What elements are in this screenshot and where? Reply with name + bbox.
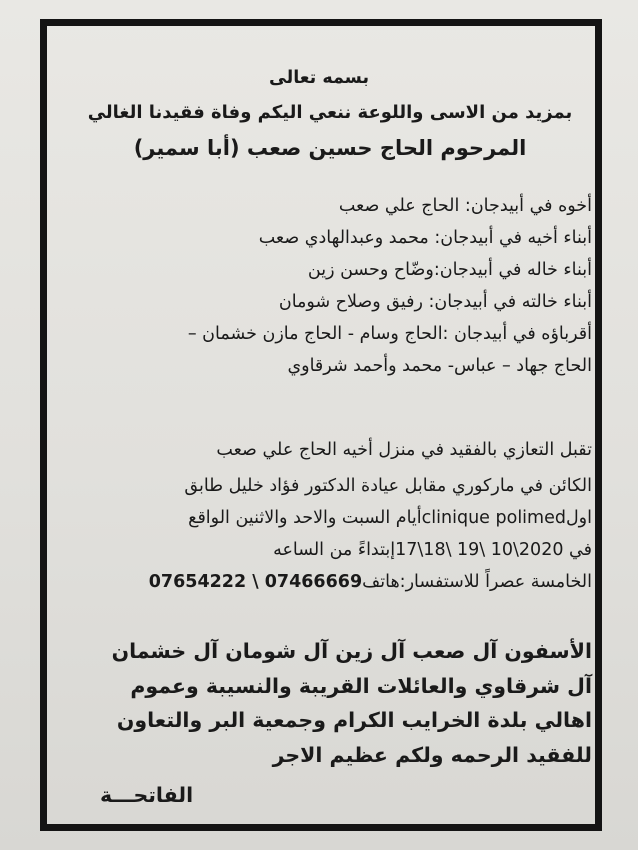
relative-line: أقرباؤه في أبيدجان :الحاج وسام - الحاج مازن خشمان – bbox=[187, 324, 592, 344]
dates-suffix: إبتداءً من الساعه bbox=[273, 540, 396, 560]
clinic-line-start: اول bbox=[565, 508, 592, 528]
relative-line: أبناء خالته في أبيدجان: رفيق وصلاح شومان bbox=[278, 292, 592, 312]
families-line: الأسفون آل صعب آل زين آل شومان آل خشمان bbox=[111, 639, 592, 663]
condolence-dates: 17\18\ 19\ 10\2020 bbox=[395, 540, 564, 560]
contact-label: الخامسة عصراً للاستفسار:هاتف bbox=[362, 572, 592, 592]
relative-line: الحاج جهاد – عباس- محمد وأحمد شرقاوي bbox=[287, 356, 592, 376]
relative-line: أخوه في أبيدجان: الحاج علي صعب bbox=[338, 196, 592, 216]
families-line: اهالي بلدة الخرايب الكرام وجمعية البر والتعاون bbox=[116, 708, 592, 732]
clinic-name: clinique polimed bbox=[421, 508, 566, 528]
relative-line: أبناء خاله في أبيدجان:وضّاح وحسن زين bbox=[307, 260, 592, 280]
condolence-line: الكائن في ماركوري مقابل عيادة الدكتور فؤاد خليل طابق bbox=[184, 476, 592, 496]
condolence-line: تقبل التعازي بالفقيد في منزل أخيه الحاج علي صعب bbox=[216, 440, 592, 460]
families-line: آل شرقاوي والعائلات القريبة والنسيبة وعموم bbox=[130, 674, 592, 698]
intro-line: بمزيد من الاسى واللوعة ننعي اليكم وفاة فقيدنا الغالي bbox=[87, 102, 573, 123]
fatiha: الفاتحـــة bbox=[100, 783, 194, 807]
dates-prefix: في bbox=[569, 540, 592, 560]
clinic-line-end: أيام السبت والاحد والاثنين الواقع bbox=[188, 508, 422, 528]
deceased-name: المرحوم الحاج حسين صعب (أبا سمير) bbox=[133, 136, 527, 160]
basmala: بسمه تعالى bbox=[268, 68, 370, 88]
condolence-clinic-line bbox=[188, 506, 592, 530]
condolence-dates-line bbox=[273, 538, 592, 562]
prayer-line: للفقيد الرحمه ولكم عظيم الاجر bbox=[272, 743, 592, 767]
phone-numbers: 07654222 \ 07466669 bbox=[148, 572, 363, 592]
contact-line bbox=[149, 570, 592, 594]
relative-line: أبناء أخيه في أبيدجان: محمد وعبدالهادي صعب bbox=[258, 228, 592, 248]
